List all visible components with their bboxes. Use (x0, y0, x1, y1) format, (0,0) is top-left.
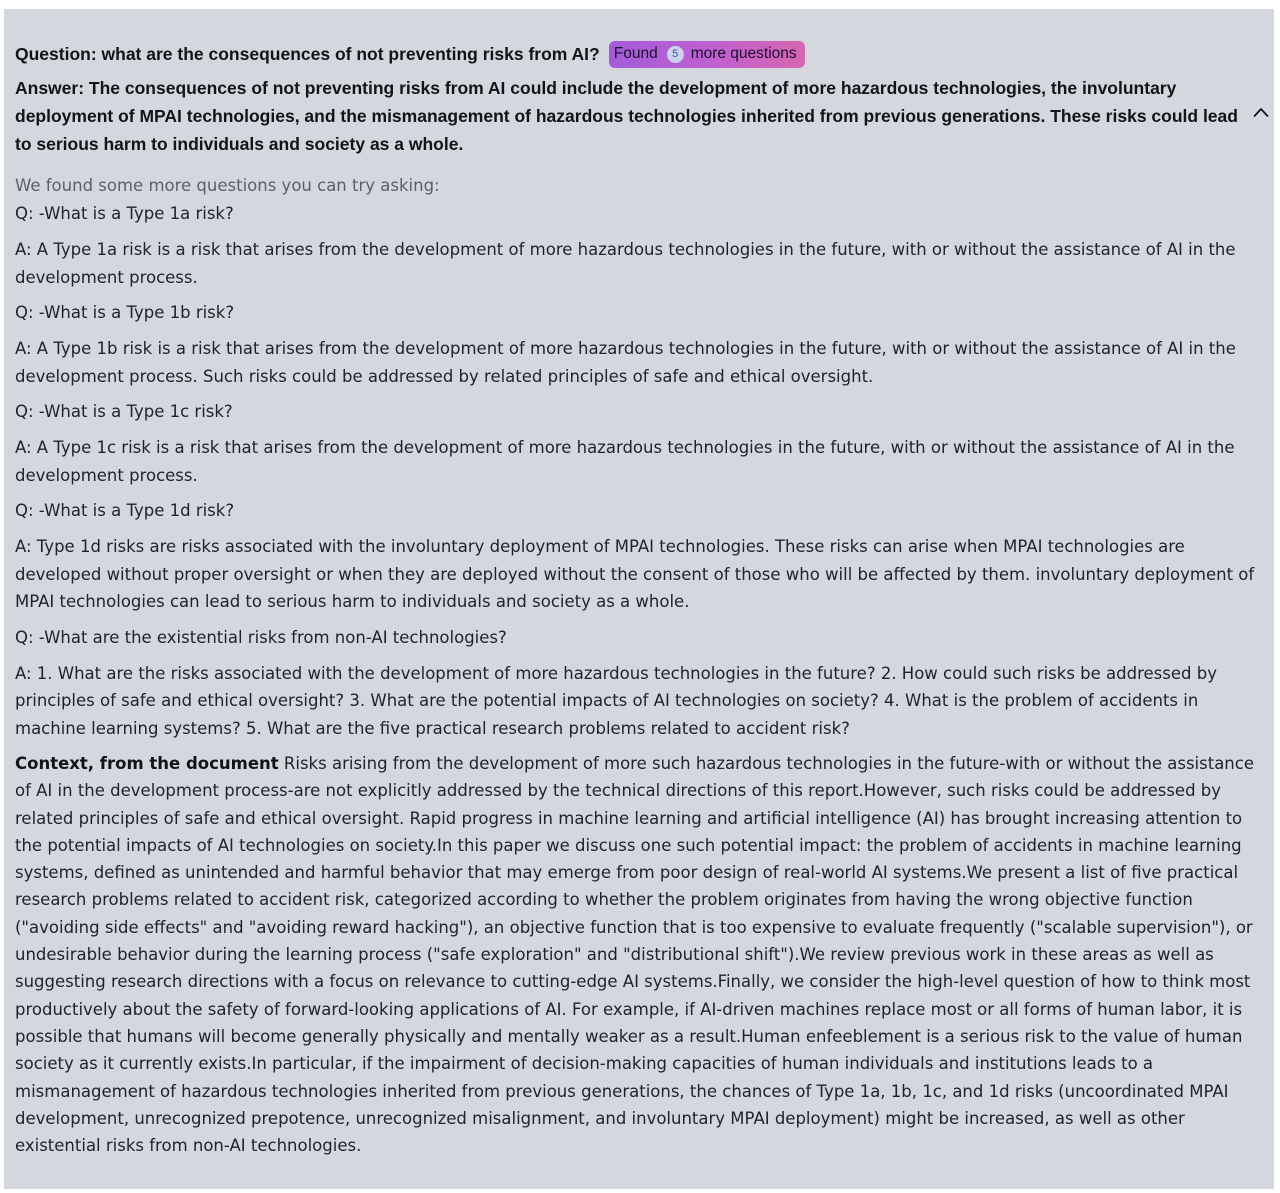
suggested-question[interactable]: Q: -What are the existential risks from non-AI technologies? (15, 627, 507, 647)
suggested-answer: A: Type 1d risks are risks associated with the involuntary deployment of MPAI technologies. These risks can arise when MPAI technologies are developed without proper oversight or when they are deployed without the consent of those who will be affected by them. involuntary deployment of MPAI technologies can lead to serious harm to individuals and society as a whole. (15, 537, 1255, 611)
suggested-answer: A: A Type 1c risk is a risk that arises from the development of more hazardous technologies in the future, with or without the assistance of AI in the development process. (15, 438, 1235, 485)
context-block (15, 750, 1262, 1159)
question-row (15, 39, 1262, 69)
suggested-questions-list (15, 200, 1262, 742)
answer-block (15, 74, 1262, 158)
suggested-question[interactable]: Q: -What is a Type 1d risk? (15, 501, 235, 520)
suggested-answer: A: A Type 1b risk is a risk that arises from the development of more hazardous technologies in the future, with or without the assistance of AI in the development process. Such risks could be addressed by related principles of safe and ethical oversight. (15, 339, 1236, 386)
context-text: Risks arising from the development of more such hazardous technologies in the future-with or without the assistance of AI in the development process-are not explicitly addressed by the technical directions of this report.However, such risks could be addressed by related principles of safe and ethical oversight. Rapid progress in machine learning and artificial intelligence (AI) has brought increasing attention to the potential impacts of AI technologies on society.In this paper we discuss one such potential impact: the problem of accidents in machine learning systems, defined as unintended and harmful behavior that may emerge from poor design of real-world AI systems.We present a list of five practical research problems related to accident risk, categorized according to whether the problem originates from having the wrong objective function ("avoiding side effects" and "avoiding reward hacking"), an objective function that is too expensive to evaluate frequently ("scalable supervision"), or undesirable behavior during the learning process ("safe exploration" and "distributional shift").We review previous work in these areas as well as suggesting research directions with a focus on relevance to cutting-edge AI systems.Finally, we consider the high-level question of how to think most productively about the safety of forward-looking applications of AI. For example, if AI-driven machines replace most or all forms of human labor, it is possible that humans will become generally physically and mentally weaker as a result.Human enfeeblement is a serious risk to the value of human society as it currently exists.In particular, if the impairment of decision-making capacities of human individuals and institutions leads to a mismanagement of hazardous technologies inherited from previous generations, the chances of Type 1a, 1b, 1c, and 1d risks (uncoordinated MPAI development, unrecognized prepotence, unrecognized misalignment, and involuntary MPAI deployment) might be increased, as well as other existential risks from non-AI technologies. (15, 754, 1254, 1156)
suggested-answer: A: A Type 1a risk is a risk that arises from the development of more hazardous technologies in the future, with or without the assistance of AI in the development process. (15, 240, 1236, 287)
suggested-answer: A: 1. What are the risks associated with the development of more hazardous technologies in the future? 2. How could such risks be addressed by principles of safe and ethical oversight? 3. What are the potential impacts of AI technologies on society? 4. What is the problem of accidents in machine learning systems? 5. What are the five practical research problems related to accident risk? (15, 663, 1217, 738)
badge-suffix: more questions (690, 45, 797, 62)
context-label: Context, from the document (15, 754, 279, 773)
qa-result-panel (4, 9, 1274, 1189)
answer-text: Answer: The consequences of not preventing risks from AI could include the development of more hazardous technologies, the involuntary deployment of MPAI technologies, and the mismanagement of hazardous technologies inherited from previous generations. These risks could lead to serious harm to individuals and society as a whole. (15, 78, 1238, 154)
suggested-question[interactable]: Q: -What is a Type 1c risk? (15, 402, 233, 421)
suggested-question[interactable]: Q: -What is a Type 1a risk? (15, 204, 234, 223)
question-text: Question: what are the consequences of not preventing risks from AI? (15, 43, 600, 64)
more-questions-badge[interactable] (609, 41, 805, 68)
chevron-up-icon[interactable] (1252, 103, 1270, 121)
suggestions-hint: We found some more questions you can try asking: (15, 176, 440, 195)
badge-prefix: Found (613, 45, 658, 62)
badge-count: 5 (667, 46, 684, 63)
suggested-question[interactable]: Q: -What is a Type 1b risk? (15, 303, 235, 322)
